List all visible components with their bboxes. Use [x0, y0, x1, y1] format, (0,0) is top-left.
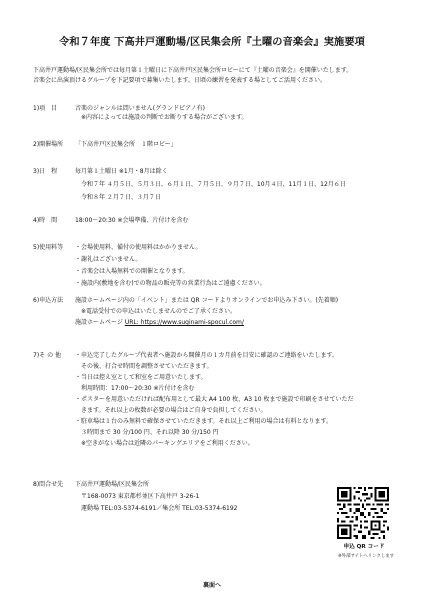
section-line: ※内容によっては施設の判断でお断りする場合がございます。	[81, 114, 248, 121]
section-line: 〒168-0073 東京都杉並区下高井戸 3-26-1	[81, 493, 200, 500]
section-line: ・当日は控え室として和室をご用意いたします。	[75, 374, 207, 381]
page-title: 令和７年度 下高井戸運動場/区民集会所『土曜の音楽会』実施要項	[59, 37, 365, 48]
qr-caption: 申込 QR コード	[343, 544, 385, 550]
section-line: 毎月第１土曜日 ※1月・8月は除く	[75, 168, 168, 175]
section-label: 5)使用料等	[33, 244, 64, 251]
section-line: ・申込完了したグループ代表者へ施設から開催月の１カ月前を目安に確認のご連絡をいたします。	[75, 352, 339, 359]
section-line: 18:00～20:30 ※会場準備、片付けを含む	[75, 217, 189, 224]
section-label: 3)日 程	[33, 168, 58, 175]
section-line: ・施設内(敷地を含む)での物品の販売等の営業行為はご遠慮ください。	[75, 280, 266, 287]
section-line: 施設ホームページ内の「イベント」または QR コードよりオンラインでお申込み下さい。(先着順)	[75, 297, 339, 304]
section-label: 1)項 目	[33, 105, 58, 112]
footer-next-page: 裏面へ	[202, 582, 221, 589]
section-line: ※空きがない場合は近隣のパーキングエリアをご利用ください。	[81, 440, 254, 447]
section-line: きます。それ以上の枚数が必要の場合はご自身で負担してください。	[81, 407, 267, 414]
section-label: 2)開催場所	[33, 141, 64, 148]
section-line: 音楽のジャンルは問いません(グランドピアノ有)	[75, 105, 205, 112]
section-line: ・音楽会は入場無料での開催となります。	[75, 268, 189, 275]
intro-line-1: 下高井戸運動場/区民集会所では毎月第１土曜日に下高井戸区民集会所ロビーにて『土曜の音楽会』を開催いたします。	[33, 67, 353, 74]
qr-note: ※外部サイトへリンクします	[338, 554, 394, 559]
section-label: 6)申込方法	[33, 297, 64, 304]
intro-line-2: 音楽会に出演頂けるグループを下記要項で募集いたします。日頃の練習を発表する場としてご活用ください。	[33, 77, 327, 84]
section-line: 令和８年 ２月７日、３月７日	[81, 194, 161, 201]
section-line: 「下高井戸区民集会所 １階ロビー」	[75, 141, 177, 148]
section-line: その後、打合せ時間を調整させていただきます。	[81, 363, 213, 370]
section-line: 下高井戸運動場/区民集会所	[75, 481, 150, 488]
section-line: ・会場使用料、備付の使用料はかかりません。	[75, 244, 202, 251]
section-line: ・ポスターを用意いただければ配布用として最大 A4 100 枚、A3 10 枚まで施設で印刷をさせていただ	[75, 396, 354, 403]
section-line: 利用時間：17:00～20:30 ※片付けを含む	[81, 385, 195, 392]
section-line: ・駐車場は１台のみ無料で確保させていただきます。それ以上ご利用の場合は有料となります。	[75, 418, 333, 425]
section-line: 運動場 TEL:03-5374-6191／集会所 TEL:03-5374-6192	[81, 505, 238, 512]
section-line: ３時間まで 30 分/100 円、それ以降 30 分/150 円	[81, 429, 219, 436]
apply-qr-code[interactable]	[337, 487, 389, 539]
section-label: 8)問合せ先	[33, 481, 64, 488]
section-label: 7)そ の 他	[33, 352, 61, 359]
homepage-link[interactable]: URL: https://www.suginami-spocul.com/	[124, 319, 244, 326]
homepage-label: 施設ホームページ	[75, 319, 123, 326]
section-line: ※電話受付での申込はいたしませんのでご了承ください。	[81, 308, 237, 315]
section-line: ・謝礼はございません。	[75, 256, 142, 263]
section-label: 4)時 間	[33, 217, 58, 224]
section-line: 令和７年 ４月５日、５月３日、６月１日、７月５日、９月７日、10月４日、11月１日、12月６日	[81, 181, 346, 188]
